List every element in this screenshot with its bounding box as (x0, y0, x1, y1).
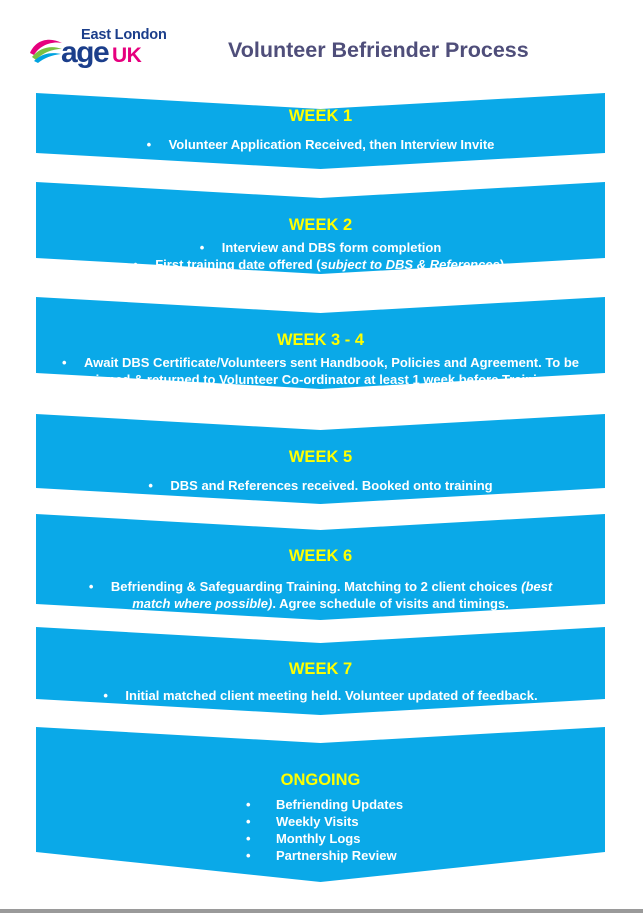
list-item: • Partnership Review (245, 848, 397, 863)
step-week-3-4 (36, 297, 605, 389)
step-week-5 (36, 414, 605, 504)
step-line: • Volunteer Application Received, then Interview Invite (146, 137, 495, 152)
step-heading: WEEK 5 (288, 448, 353, 466)
step-line: • Await DBS Certificate/Volunteers sent Handbook, Policies and Agreement. To be (61, 355, 580, 370)
age-uk-logo (28, 25, 167, 73)
step-week-2 (36, 182, 605, 274)
logo-swirl-icon (28, 33, 64, 63)
step-line: match where possible). Agree schedule of visits and timings. (132, 596, 509, 611)
page-title: Volunteer Befriender Process (228, 38, 529, 62)
step-line: • Befriending & Safeguarding Training. Matching to 2 client choices (best (88, 579, 553, 594)
step-line: signed & returned to Volunteer Co-ordinator at least 1 week before Training (88, 372, 553, 387)
step-heading: WEEK 6 (288, 547, 353, 565)
page-bottom-border (0, 909, 643, 913)
step-heading: WEEK 7 (288, 660, 353, 678)
list-item: • Weekly Visits (245, 814, 359, 829)
step-line: • Interview and DBS form completion (199, 240, 442, 255)
logo-uk: UK (112, 44, 142, 67)
step-heading: WEEK 1 (288, 107, 353, 125)
step-heading: WEEK 2 (288, 216, 353, 234)
step-week-1 (36, 93, 605, 169)
list-item: • Befriending Updates (245, 797, 404, 812)
logo-age: age (61, 36, 109, 69)
step-heading: ONGOING (280, 771, 361, 789)
step-week-7 (36, 627, 605, 715)
step-ongoing (36, 727, 605, 882)
step-line: • First training date offered (subject to DBS & References). (133, 257, 508, 272)
step-line: • Initial matched client meeting held. Volunteer updated of feedback. (103, 688, 538, 703)
logo-east-london: East London (81, 27, 167, 43)
ongoing-list (246, 796, 403, 864)
list-item: • Monthly Logs (245, 831, 361, 846)
step-line: • DBS and References received. Booked onto training (148, 478, 493, 493)
step-heading: WEEK 3 - 4 (276, 331, 365, 349)
step-week-6 (36, 514, 605, 620)
